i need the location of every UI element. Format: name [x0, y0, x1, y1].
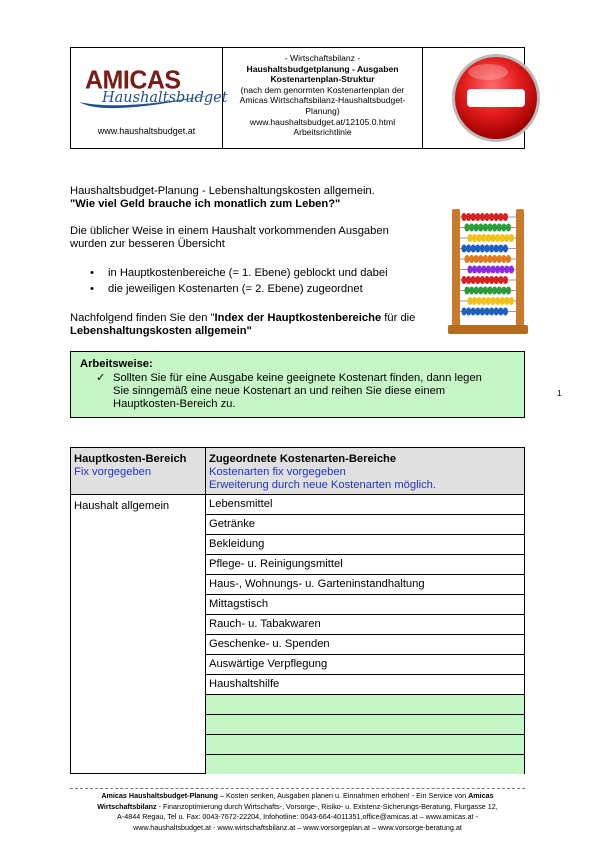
col1-subtitle: Fix vorgegeben — [74, 466, 152, 479]
stop-sign-icon — [450, 52, 542, 144]
col1-title: Hauptkosten-Bereich — [74, 453, 187, 465]
work-line: Sollten Sie für eine Ausgabe keine geeignete Kostenart finden, dann legen — [113, 372, 482, 384]
logo-cell — [71, 48, 228, 148]
table-row — [206, 535, 524, 555]
table-row — [206, 755, 524, 774]
work-text — [113, 372, 513, 411]
footer-bold: Amicas — [468, 791, 494, 800]
table-header — [71, 448, 524, 495]
table-row — [206, 575, 524, 595]
index-sentence — [70, 312, 415, 325]
header-line: (nach dem genormten Kostenartenplan der — [240, 84, 405, 95]
header-line: Arbeitsrichtlinie — [293, 127, 352, 138]
header-line: Planung) — [305, 105, 340, 116]
table-row — [206, 635, 524, 655]
table-row — [206, 595, 524, 615]
col2-subtitle: Erweiterung durch neue Kostenarten möglich. — [209, 479, 436, 492]
cost-type-cell: Lebensmittel — [209, 498, 273, 510]
header-line: - Wirtschaftsbilanz - — [284, 53, 361, 63]
index-pre: Nachfolgend finden Sie den " — [70, 312, 215, 324]
cost-table — [70, 447, 525, 774]
table-row — [206, 655, 524, 675]
main-category-cell: Haushalt allgemein — [74, 500, 170, 512]
cost-type-cell: Haushaltshilfe — [209, 678, 280, 690]
work-instructions-box — [70, 351, 525, 418]
header-url[interactable]: www.haushaltsbudget.at/12105.0.html — [249, 116, 396, 127]
page-number: 1 — [557, 388, 562, 398]
bullet-item: in Hauptkostenbereiche (= 1. Ebene) geblockt und dabei — [108, 267, 388, 279]
footer-line — [70, 802, 525, 813]
header-line: Amicas Wirtschaftsbilanz-Haushaltsbudget- — [239, 95, 406, 106]
footer-divider — [70, 788, 525, 789]
bullet-item: die jeweiligen Kostenarten (= 2. Ebene) zugeordnet — [108, 283, 363, 295]
cost-type-cell: Pflege- u. Reinigungsmittel — [209, 558, 343, 570]
table-row — [206, 675, 524, 695]
checkmark-icon: ✓ — [96, 372, 106, 384]
table-row — [206, 735, 524, 755]
col2-subtitle: Kostenarten fix vorgegeben — [209, 466, 346, 479]
col2-header — [209, 453, 436, 493]
header-line: Kostenartenplan-Struktur — [270, 74, 375, 85]
bullet-icon: • — [90, 267, 94, 279]
stop-cell — [423, 48, 524, 148]
footer-text: – Kosten senken, Ausgaben planen u. Einnahmen erhöhen! - Ein Service von — [217, 791, 469, 800]
footer-bold: Wirtschaftsbilanz — [97, 801, 157, 811]
header-table — [70, 47, 525, 149]
footer-line — [70, 791, 525, 802]
cost-type-cell: Auswärtige Verpflegung — [209, 658, 328, 670]
amicas-logo: AMICAS — [85, 65, 181, 95]
cost-type-cell: Bekleidung — [209, 538, 265, 550]
index-post: für die — [381, 312, 416, 324]
intro-line-4: wurden zur besseren Übersicht — [70, 238, 225, 250]
work-line: Sie sinngemäß eine neue Kostenart an und reihen Sie diese einem — [113, 385, 446, 397]
footer — [70, 791, 525, 833]
logo-subtitle: Haushaltsbudget — [102, 90, 228, 106]
footer-line: www.haushaltsbudget.at - www.wirtschaftsbilanz.at – www.vorsorgeplan.at – www.vorsorge-beratung.at — [133, 822, 462, 832]
header-line: Haushaltsbudgetplanung - Ausgaben — [246, 63, 399, 74]
intro-line-1: Haushaltsbudget-Planung - Lebenshaltungskosten allgemein. — [70, 185, 375, 197]
cost-type-cell: Getränke — [209, 518, 256, 530]
table-row — [206, 515, 524, 535]
cost-type-cell: Haus-, Wohnungs- u. Garteninstandhaltung — [209, 578, 425, 590]
table-row — [206, 695, 524, 715]
footer-line: A-4844 Regau, Tel u. Fax: 0043-7672-22204, Infohotline: 0043-664-4011351,office@amicas.at – www.amicas.at - — [117, 812, 478, 822]
intro-question: "Wie viel Geld brauche ich monatlich zum Leben?" — [70, 198, 341, 210]
cost-type-cell: Geschenke- u. Spenden — [209, 638, 330, 650]
logo-url[interactable]: www.haushaltsbudget.at — [97, 126, 196, 136]
table-row — [206, 715, 524, 735]
intro-line-3: Die üblicher Weise in einem Haushalt vorkommenden Ausgaben — [70, 225, 389, 237]
work-line: Hauptkosten-Bereich zu. — [113, 398, 236, 410]
bullet-icon: • — [90, 283, 94, 295]
header-title-cell — [223, 48, 423, 148]
work-title: Arbeitsweise: — [80, 358, 153, 370]
table-row — [206, 495, 524, 515]
footer-bold: Amicas Haushaltsbudget-Planung — [101, 791, 218, 800]
table-row — [206, 555, 524, 575]
index-line-2: Lebenshaltungskosten allgemein" — [70, 325, 252, 337]
table-row — [206, 615, 524, 635]
cost-type-cell: Mittagstisch — [209, 598, 269, 610]
abacus-icon — [448, 207, 528, 335]
footer-text: - Finanzoptimierung durch Wirtschafts-, Vorsorge-, Risiko- u. Existenz-Sicherungs-Beratung, Flurgasse 12, — [156, 801, 498, 811]
index-bold: Index der Hauptkostenbereiche — [214, 312, 382, 324]
col1-header — [74, 453, 187, 479]
col2-title: Zugeordnete Kostenarten-Bereiche — [209, 453, 397, 465]
cost-type-cell: Rauch- u. Tabakwaren — [209, 618, 321, 630]
